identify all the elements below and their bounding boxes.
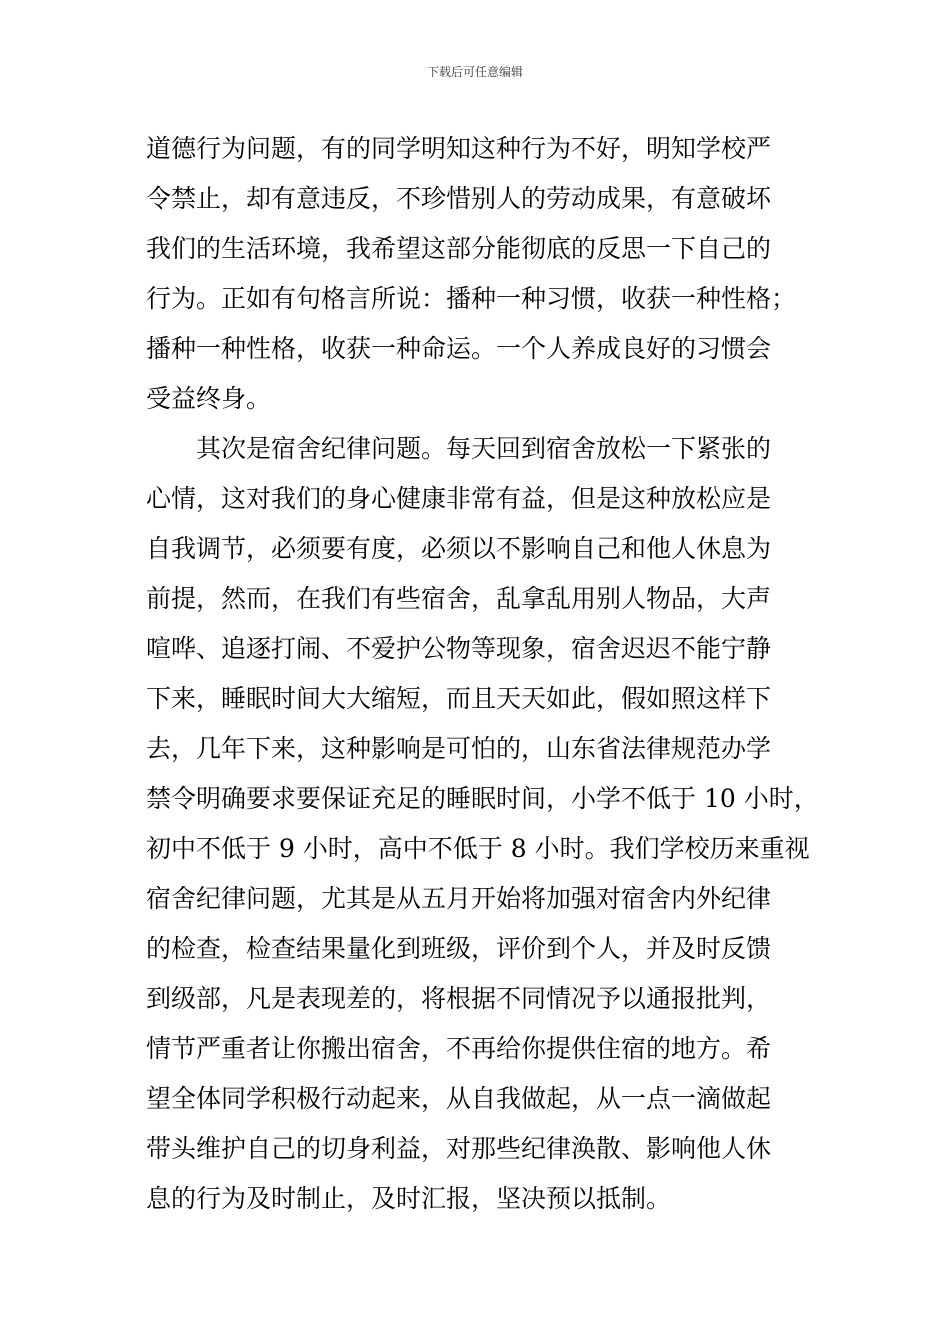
text-line: 喧哗、追逐打闹、不爱护公物等现象，宿舍迟迟不能宁静 (146, 634, 772, 663)
text-line: 我们的生活环境，我希望这部分能彻底的反思一下自己的 (146, 234, 772, 263)
text-line-indented: 其次是宿舍纪律问题。每天回到宿舍放松一下紧张的 (196, 434, 772, 463)
page-header: 下载后可任意编辑 (426, 65, 523, 79)
text-line: 禁令明确要求要保证充足的睡眠时间，小学不低于 10 小时， (146, 784, 819, 813)
text-line: 播种一种性格，收获一种命运。一个人养成良好的习惯会 (146, 334, 772, 363)
paragraph-1 (146, 124, 810, 424)
paragraph-2 (146, 424, 819, 1224)
text-line: 下来，睡眠时间大大缩短，而且天天如此，假如照这样下 (146, 684, 772, 713)
text-line: 的检查，检查结果量化到班级，评价到个人，并及时反馈 (146, 934, 772, 963)
text-line: 息的行为及时制止，及时汇报，坚决预以抵制。 (146, 1184, 672, 1213)
text-line: 去，几年下来，这种影响是可怕的，山东省法律规范办学 (146, 734, 772, 763)
document-body (146, 124, 819, 1224)
text-line: 带头维护自己的切身利益，对那些纪律涣散、影响他人休 (146, 1134, 772, 1163)
text-line: 到级部，凡是表现差的，将根据不同情况予以通报批判， (146, 984, 772, 1013)
text-line: 受益终身。 (146, 384, 272, 413)
text-line: 行为。正如有句格言所说：播种一种习惯，收获一种性格； (146, 284, 797, 313)
text-line: 前提，然而，在我们有些宿舍，乱拿乱用别人物品，大声 (146, 584, 772, 613)
text-line: 令禁止，却有意违反，不珍惜别人的劳动成果，有意破坏 (146, 184, 772, 213)
text-line: 宿舍纪律问题，尤其是从五月开始将加强对宿舍内外纪律 (146, 884, 772, 913)
text-line: 道德行为问题，有的同学明知这种行为不好，明知学校严 (146, 134, 772, 163)
text-line: 情节严重者让你搬出宿舍，不再给你提供住宿的地方。希 (146, 1034, 772, 1063)
text-line: 心情，这对我们的身心健康非常有益，但是这种放松应是 (146, 484, 772, 513)
text-line: 望全体同学积极行动起来，从自我做起，从一点一滴做起 (146, 1084, 772, 1113)
text-line: 自我调节，必须要有度，必须以不影响自己和他人休息为 (146, 534, 772, 563)
text-line: 初中不低于 9 小时，高中不低于 8 小时。我们学校历来重视 (146, 834, 810, 863)
